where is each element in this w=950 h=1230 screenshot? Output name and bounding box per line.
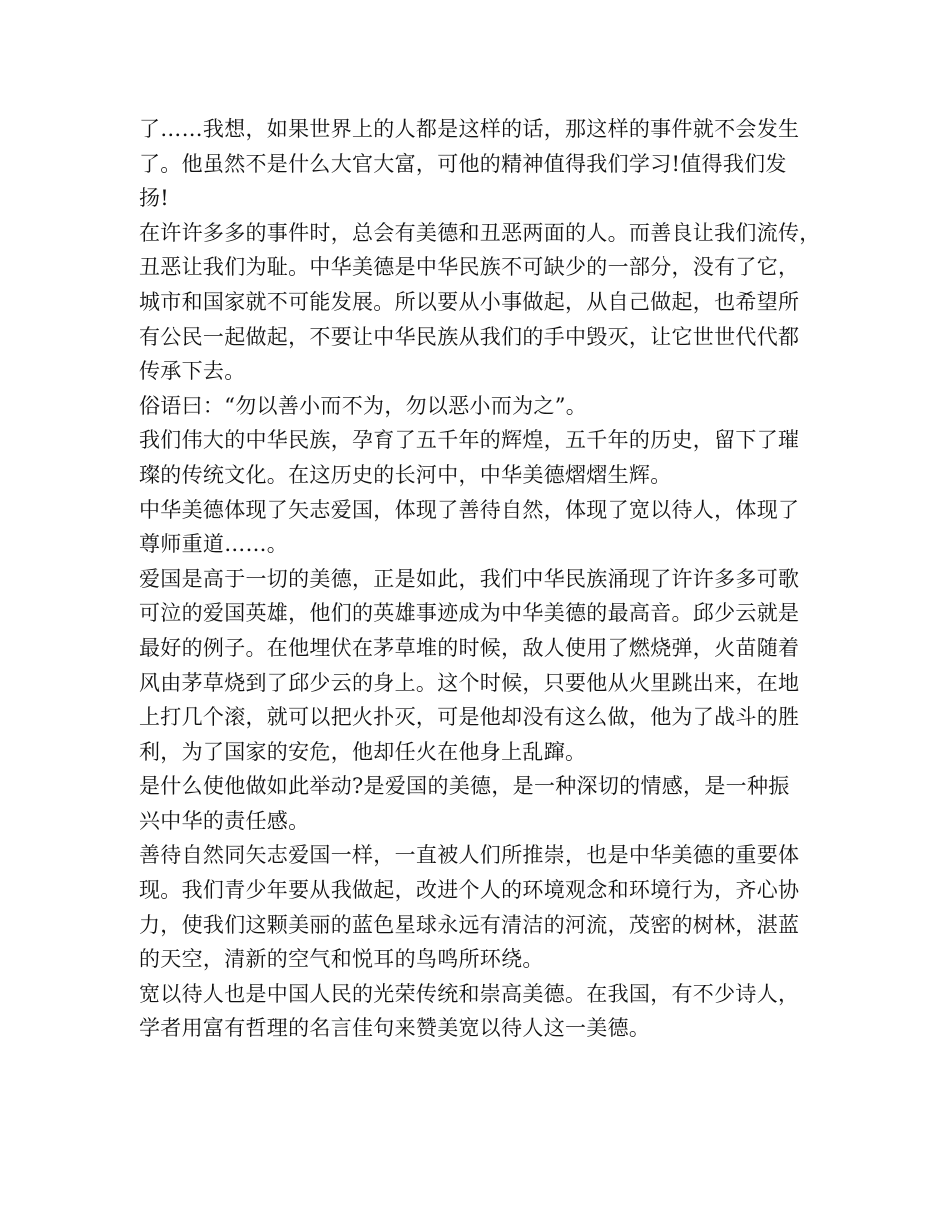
- text-line: 城市和国家就不可能发展。所以要从小事做起，从自己做起，也希望所: [139, 289, 800, 314]
- text-line: 爱国是高于一切的美德，正是如此，我们中华民族涌现了许许多多可歌: [139, 566, 800, 591]
- paragraph: [139, 216, 829, 389]
- paragraph: [139, 389, 829, 424]
- paragraph: [139, 562, 829, 770]
- text-line: 丑恶让我们为耻。中华美德是中华民族不可缺少的一部分，没有了它，: [139, 255, 800, 280]
- paragraph: [139, 838, 829, 976]
- text-line: 学者用富有哲理的名言佳句来赞美宽以待人这一美德。: [139, 1016, 651, 1041]
- text-line: 了。他虽然不是什么大官大富，可他的精神值得我们学习!值得我们发: [139, 151, 787, 176]
- text-line: 的天空，清新的空气和悦耳的鸟鸣所环绕。: [139, 947, 544, 972]
- text-line: 俗语曰：“勿以善小而不为，勿以恶小而为之”。: [139, 393, 588, 418]
- paragraph: [139, 423, 829, 492]
- text-line: 力，使我们这颗美丽的蓝色星球永远有清洁的河流，茂密的树林，湛蓝: [139, 912, 800, 937]
- text-line: 尊师重道……。: [139, 532, 289, 557]
- paragraph: [139, 769, 829, 838]
- text-line: 是什么使他做如此举动?是爱国的美德，是一种深切的情感，是一种振: [139, 774, 790, 799]
- text-line: 传承下去。: [139, 359, 246, 384]
- text-line: 宽以待人也是中国人民的光荣传统和崇高美德。在我国，有不少诗人，: [139, 981, 800, 1006]
- text-line: 我们伟大的中华民族，孕育了五千年的辉煌，五千年的历史，留下了璀: [139, 428, 800, 453]
- text-line: 兴中华的责任感。: [139, 808, 310, 833]
- text-line: 可泣的爱国英雄，他们的英雄事迹成为中华美德的最高音。邱少云就是: [139, 601, 800, 626]
- text-line: 上打几个滚，就可以把火扑灭，可是他却没有这么做，他为了战斗的胜: [139, 705, 800, 730]
- text-line: 最好的例子。在他埋伏在茅草堆的时候，敌人使用了燃烧弹，火苗随着: [139, 635, 800, 660]
- text-line: 在许许多多的事件时，总会有美德和丑恶两面的人。而善良让我们流传，: [139, 220, 821, 245]
- paragraph: [139, 493, 829, 562]
- text-line: 了……我想，如果世界上的人都是这样的话，那这样的事件就不会发生: [139, 117, 800, 141]
- text-line: 扬!: [139, 186, 170, 211]
- text-line: 璨的传统文化。在这历史的长河中，中华美德熠熠生辉。: [139, 462, 672, 487]
- paragraph: [139, 977, 829, 1046]
- text-line: 现。我们青少年要从我做起，改进个人的环境观念和环境行为，齐心协: [139, 878, 800, 903]
- text-line: 中华美德体现了矢志爱国，体现了善待自然，体现了宽以待人，体现了: [139, 497, 800, 522]
- paragraph: [139, 112, 829, 216]
- text-line: 风由茅草烧到了邱少云的身上。这个时候，只要他从火里跳出来，在地: [139, 670, 800, 695]
- text-line: 善待自然同矢志爱国一样，一直被人们所推崇，也是中华美德的重要体: [139, 843, 800, 868]
- document-body: [139, 112, 829, 1046]
- text-line: 利，为了国家的安危，他却任火在他身上乱蹿。: [139, 739, 587, 764]
- text-line: 有公民一起做起，不要让中华民族从我们的手中毁灭，让它世世代代都: [139, 324, 800, 349]
